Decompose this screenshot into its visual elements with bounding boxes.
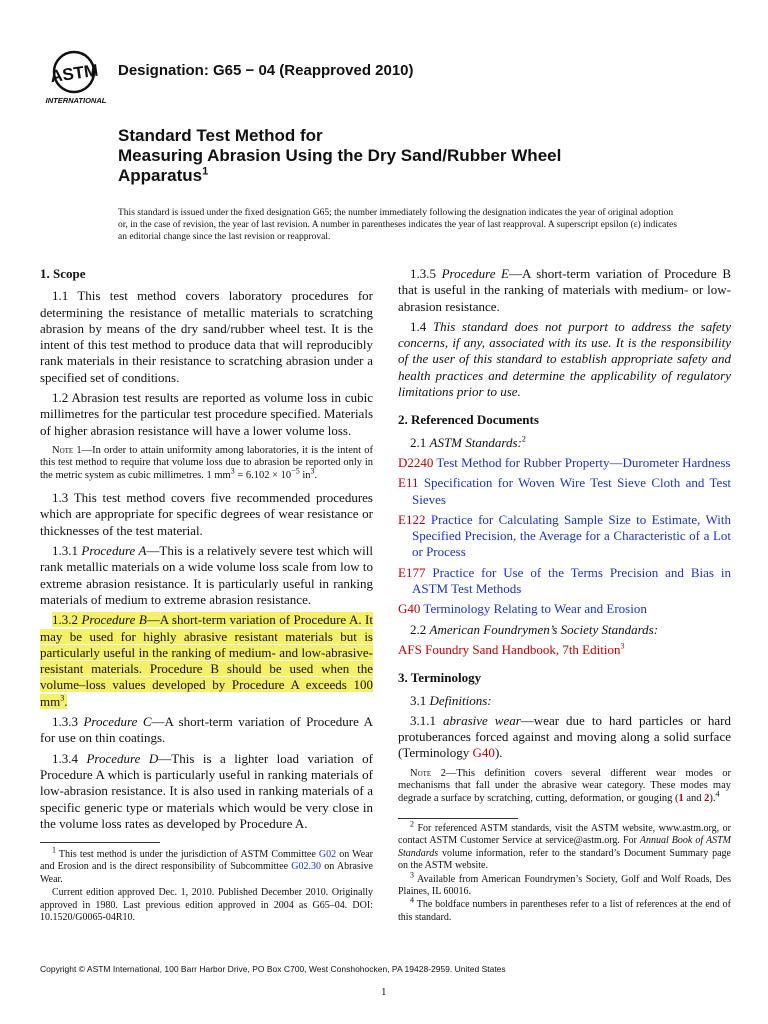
reference-item[interactable] bbox=[398, 455, 731, 471]
sup: 2 bbox=[521, 434, 526, 444]
reference-title[interactable]: Practice for Calculating Sample Size to Estimate, With Specified Precision, the Average for a Characteristic of a Lot or Process bbox=[412, 511, 731, 560]
astm-logo bbox=[40, 50, 112, 106]
paragraph-1-2: 1.2 Abrasion test results are reported as volume loss in cubic millimetres for the particular test procedure specified. Materials of higher abrasion resistance will have a lower volume loss. bbox=[40, 390, 373, 438]
note-1-end: in bbox=[299, 469, 311, 481]
reference-title[interactable]: Specification for Woven Wire Test Sieve Cloth and Test Sieves bbox=[412, 475, 731, 507]
text: —wear due to hard particles or hard protuberances forced against and moving along a solid surface (Terminology bbox=[398, 712, 732, 761]
document-title bbox=[118, 126, 678, 186]
afs-text[interactable]: AFS Foundry Sand Handbook, 7th Edition bbox=[398, 641, 621, 657]
logo-subtext: INTERNATIONAL bbox=[45, 96, 107, 105]
footnote-1 bbox=[40, 845, 374, 886]
right-column bbox=[398, 266, 731, 813]
sup: 3 bbox=[60, 693, 65, 703]
note-1-text: 1—In order to attain uniformity among laboratories, it is the intent of this test method to require that volume loss due to abrasion be reported only in the metric system as cubic millimetres. 1 mm bbox=[40, 444, 373, 481]
note-2-text: 2—This definition covers several different wear modes or mechanisms that fall under the abrasive wear category. These modes may degrade a surface by scratching, cutting, deformation, or gouging ( bbox=[398, 767, 731, 804]
note-1: Note 1—In order to attain uniformity among laboratories, it is the intent of this test method to require that volume loss due to abrasion be reported only in the metric system as cubic millimetres. 1 $mm^3 = 6.102 \times 10^{-5}$ $in^3$. bbox=[40, 444, 373, 481]
end: . bbox=[64, 693, 68, 709]
note-1-sup1: 3 bbox=[230, 466, 235, 476]
astm-logo-icon bbox=[40, 50, 112, 106]
fn-sup: 1 bbox=[52, 845, 56, 855]
reference-title[interactable]: Test Method for Rubber Property—Durometer Hardness bbox=[433, 454, 731, 470]
footnote-1-edition: Current edition approved Dec. 1, 2010. Published December 2010. Originally approved in 1980. Last previous edition approved in 2004 as G65–04. DOI: 10.1520/G0065-04R10. bbox=[40, 887, 373, 924]
text: —This is a relatively severe test which will rank metallic materials on a wide volume loss scale from low to extreme abrasion resistance. It is particularly useful in ranking materials of medium to extreme abrasion resistance. bbox=[40, 543, 373, 607]
title-line3: Apparatus bbox=[118, 166, 203, 185]
paragraph-1-3-2 bbox=[40, 612, 373, 710]
reference-list bbox=[398, 455, 731, 618]
name: ASTM Standards: bbox=[429, 434, 522, 450]
reference-code[interactable]: G40 bbox=[398, 601, 421, 617]
left-footnotes bbox=[40, 842, 373, 925]
fn-sup: 4 bbox=[410, 896, 414, 906]
fn-text: For referenced ASTM standards, visit the ASTM website, www.astm.org, or contact ASTM Customer Service at service@astm.org. For bbox=[398, 823, 731, 847]
paragraph-2-1 bbox=[398, 435, 731, 451]
fn-text: on Wear and Erosion and is the direct responsibility of Subcommittee bbox=[40, 849, 374, 873]
afs-handbook-link[interactable] bbox=[398, 642, 731, 658]
title-footnote-ref[interactable]: 1 bbox=[202, 165, 209, 178]
fn-sup: 3 bbox=[410, 870, 414, 880]
fn-text: Available from American Foundrymen’s Society, Golf and Wolf Roads, Des Plaines, IL 60016. bbox=[398, 873, 731, 898]
footnote-2 bbox=[398, 819, 731, 873]
reference-code[interactable]: E122 bbox=[398, 511, 426, 527]
procedure-name: Procedure D bbox=[86, 750, 159, 766]
section-heading-referenced-documents: 2. Referenced Documents bbox=[398, 412, 539, 428]
sup: 3 bbox=[620, 641, 625, 651]
paragraph-1-3: 1.3 This test method covers five recommended procedures which are appropriate for specific degrees of wear resistance or thicknesses of the test material. bbox=[40, 490, 373, 538]
footnote-rule bbox=[40, 842, 160, 843]
num: 1.4 bbox=[410, 318, 433, 334]
procedure-name: Procedure E bbox=[441, 266, 509, 281]
intro-paragraph: This standard is issued under the fixed designation G65; the number immediately following the designation indicates the year of original adoption or, in the case of revision, the year of last revision. A number in parentheses indicates the year of last reapproval. A superscript epsilon (ε) indicates an editorial change since the last revision or reapproval. bbox=[118, 208, 677, 243]
name: Definitions: bbox=[429, 692, 492, 708]
paragraph-3-1 bbox=[398, 693, 731, 709]
fn-text: The boldface numbers in parentheses refer to a list of references at the end of this standard. bbox=[398, 899, 731, 923]
left-column bbox=[40, 266, 373, 836]
procedure-name: Procedure A bbox=[81, 543, 147, 559]
reference-code[interactable]: E177 bbox=[398, 564, 426, 580]
end: ). bbox=[709, 792, 716, 804]
num: 2.2 bbox=[410, 621, 430, 637]
note-1-sup2: 3 bbox=[310, 466, 315, 476]
paragraph-1-3-5 bbox=[398, 266, 731, 315]
paragraph-1-4 bbox=[398, 319, 731, 400]
paragraph-1-1: 1.1 This test method covers laboratory procedures for determining the resistance of metallic materials to scratching abrasion by means of the dry sand/rubber wheel test. It is the intent of this test method to produce data that will reproducibly rank materials in their resistance to scratching abrasion under a specified set of conditions. bbox=[40, 288, 373, 385]
reference-item[interactable] bbox=[398, 475, 731, 508]
text: —A short-term variation of Procedure A for use on thin coatings. bbox=[40, 714, 374, 746]
note-2 bbox=[398, 768, 731, 805]
logo-text: ASTM bbox=[49, 60, 100, 87]
end: ). bbox=[494, 745, 503, 761]
num: 1.3.5 bbox=[410, 266, 442, 281]
footnote-rule bbox=[398, 818, 518, 819]
num: 3.1 bbox=[410, 692, 430, 708]
text: —This is a lighter load variation of Procedure A which is particularly useful in ranking materials of low-abrasion resistance. It is also used in ranking materials of a specific generic type or materials which would be very close in the volume loss rates as developed by Procedure A. bbox=[40, 750, 374, 831]
note-1-tail: = 6.102 × 10 bbox=[234, 469, 292, 481]
fn-text: volume information, refer to the standard’s Document Summary page on the ASTM website. bbox=[398, 847, 731, 872]
paragraph-3-1-1 bbox=[398, 713, 731, 762]
num: 2.1 bbox=[410, 434, 430, 450]
section-heading-terminology: 3. Terminology bbox=[398, 670, 482, 686]
paragraph-2-2 bbox=[398, 622, 731, 638]
link-g02-30[interactable]: G02.30 bbox=[291, 861, 321, 873]
and: and bbox=[683, 792, 705, 804]
note-2-label: Note bbox=[410, 767, 432, 779]
num: 3.1.1 bbox=[410, 712, 444, 728]
reference-link-1[interactable]: 1 bbox=[678, 792, 684, 804]
reference-title[interactable]: Terminology Relating to Wear and Erosion bbox=[420, 601, 647, 617]
page-number: 1 bbox=[381, 986, 387, 998]
fn-sup: 2 bbox=[410, 819, 414, 829]
reference-link-2[interactable]: 2 bbox=[704, 792, 710, 804]
reference-code[interactable]: D2240 bbox=[398, 454, 434, 470]
fn-text: This test method is under the jurisdiction of ASTM Committee bbox=[56, 849, 319, 860]
num: 1.3.3 bbox=[52, 714, 84, 730]
footnote-3 bbox=[398, 870, 731, 899]
num: 1.3.1 bbox=[52, 543, 82, 559]
copyright-line: Copyright © ASTM International, 100 Barr Harbor Drive, PO Box C700, West Conshohocken, PA 19428-2959. United States bbox=[40, 964, 506, 974]
reference-item[interactable] bbox=[398, 512, 731, 561]
reference-code[interactable]: E11 bbox=[398, 475, 419, 491]
reference-item[interactable] bbox=[398, 565, 731, 598]
procedure-name: Procedure C bbox=[83, 714, 152, 730]
reference-title[interactable]: Practice for Use of the Terms Precision and Bias in ASTM Test Methods bbox=[412, 564, 731, 597]
fn-text: on Abrasive Wear. bbox=[40, 861, 373, 885]
link-g02[interactable]: G02 bbox=[318, 849, 337, 860]
footnote-4 bbox=[398, 896, 731, 924]
note-1-exp: −5 bbox=[291, 466, 300, 476]
paragraph-1-3-4 bbox=[40, 751, 373, 832]
right-footnotes bbox=[398, 818, 731, 925]
title-line2: Measuring Abrasion Using the Dry Sand/Rubber Wheel bbox=[118, 146, 562, 165]
procedure-name: Procedure B bbox=[81, 612, 147, 628]
num: 1.3.4 bbox=[52, 750, 87, 766]
paragraph-1-3-1 bbox=[40, 543, 373, 608]
fn-italic: Annual Book of ASTM Standards bbox=[398, 835, 731, 859]
link-g40[interactable]: G40 bbox=[472, 745, 495, 761]
name: American Foundrymen’s Society Standards: bbox=[429, 621, 659, 637]
text: —A short-term variation of Procedure A. It may be used for highly abrasive resistant materials but is particularly useful in the ranking of medium- and low-abrasive-resistant materials. Procedure B should be used when the volume–loss values developed by Procedure A exceeds 100 mm bbox=[40, 612, 373, 709]
note-1-label: Note bbox=[52, 444, 74, 456]
safety-text: This standard does not purport to address the safety concerns, if any, associated with its use. It is the responsibility of the user of this standard to establish appropriate safety and health practices and determine the applicability of regulatory limitations prior to use. bbox=[398, 318, 731, 400]
num: 1.3.2 bbox=[52, 612, 82, 628]
sup: 4 bbox=[715, 789, 720, 799]
section-heading-scope: 1. Scope bbox=[40, 266, 86, 281]
term: abrasive wear bbox=[443, 712, 521, 728]
reference-item[interactable] bbox=[398, 601, 731, 617]
paragraph-1-3-3 bbox=[40, 714, 373, 747]
designation: Designation: G65 − 04 (Reapproved 2010) bbox=[118, 62, 414, 79]
text: —A short-term variation of Procedure B that is useful in the ranking of materials with medium- or low-abrasion resistance. bbox=[398, 266, 731, 314]
title-line1: Standard Test Method for bbox=[118, 126, 323, 145]
